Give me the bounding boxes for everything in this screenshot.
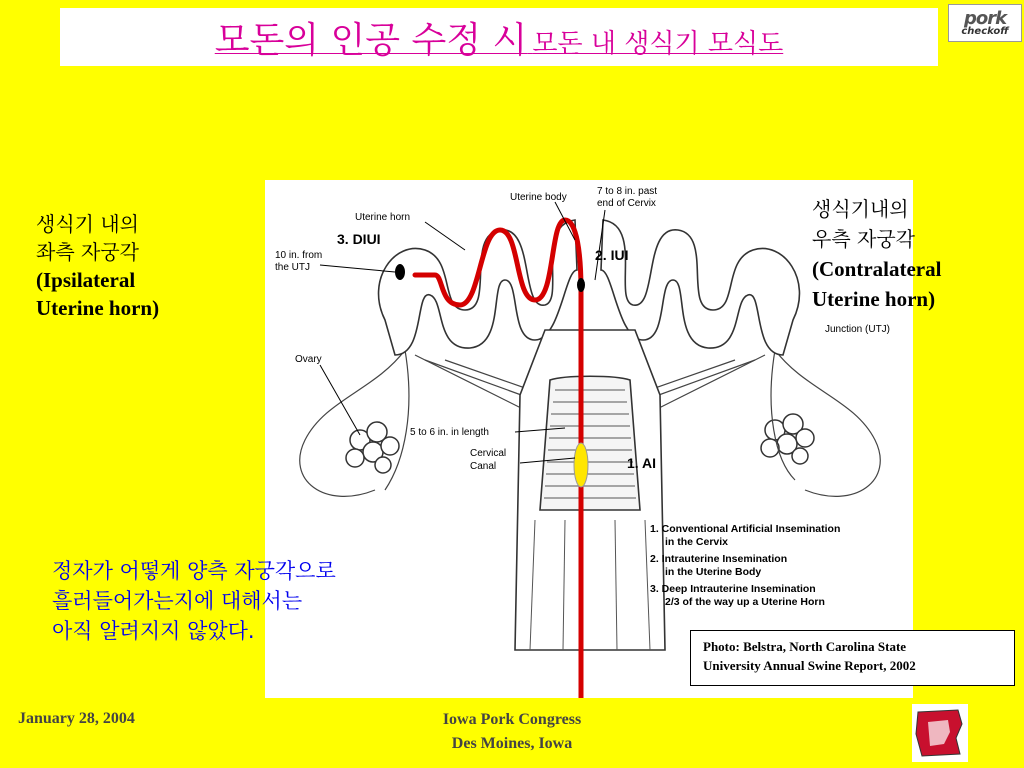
right-note-en-1: (Contralateral — [812, 257, 942, 281]
deposit-iui — [577, 278, 585, 292]
footer-org-2: Des Moines, Iowa — [451, 735, 573, 752]
photo-credit-2: University Annual Swine Report, 2002 — [703, 658, 916, 673]
right-note-ko-2: 우측 자궁각 — [812, 227, 915, 251]
legend-2b: in the Uterine Body — [665, 566, 762, 578]
left-note-en-2: Uterine horn) — [36, 296, 160, 320]
label-iui: 2. IUI — [595, 247, 629, 263]
legend-1a: 1. Conventional Artificial Insemination — [650, 523, 841, 535]
left-note-ko-1: 생식기 내의 — [36, 212, 139, 236]
label-length: 5 to 6 in. in length — [410, 427, 489, 438]
title-main: 모돈의 인공 수정 시 — [214, 19, 528, 61]
right-note-ko-1: 생식기내의 — [812, 197, 909, 221]
legend-3b: 2/3 of the way up a Uterine Horn — [665, 596, 825, 608]
label-cervical-1: Cervical — [470, 448, 507, 459]
label-utj-dist-1: 10 in. from — [275, 250, 323, 261]
blue-note-3: 아직 알려지지 않았다. — [52, 619, 255, 643]
sperm-flow-note — [52, 556, 336, 646]
label-ovary: Ovary — [295, 354, 322, 365]
iowa-logo-icon — [912, 704, 968, 762]
logo-line1: pork — [963, 7, 1007, 29]
right-ovary — [761, 414, 814, 464]
footer-org-1: Iowa Pork Congress — [442, 711, 582, 728]
label-cervical-2: Canal — [470, 461, 497, 472]
slide-title — [215, 12, 783, 63]
legend-3a: 3. Deep Intrauterine Insemination — [650, 583, 816, 595]
label-diui: 3. DIUI — [337, 231, 381, 247]
left-horn-note — [36, 210, 159, 322]
title-sub: 모돈 내 생식기 모식도 — [532, 28, 784, 59]
right-note-en-2: Uterine horn) — [812, 287, 936, 311]
left-note-ko-2: 좌측 자궁각 — [36, 240, 139, 264]
photo-credit-1: Photo: Belstra, North Carolina State — [703, 639, 907, 654]
pork-checkoff-logo — [948, 4, 1022, 42]
deposit-ai — [574, 443, 588, 487]
label-uterine-body: Uterine body — [510, 192, 567, 203]
right-horn-note — [812, 194, 941, 314]
legend-2a: 2. Intrauterine Insemination — [650, 553, 788, 565]
blue-note-1: 정자가 어떻게 양측 자궁각으로 — [52, 559, 336, 583]
blue-note-2: 흘러들어가는지에 대해서는 — [52, 589, 303, 613]
tract-body — [515, 330, 665, 650]
left-ovary — [346, 422, 399, 473]
title-box — [60, 8, 938, 66]
label-past-cervix-1: 7 to 8 in. past — [597, 186, 658, 197]
label-past-cervix-2: end of Cervix — [597, 198, 656, 209]
logo-line2: checkoff — [961, 25, 1009, 37]
legend-1b: in the Cervix — [665, 536, 729, 548]
footer-date: January 28, 2004 — [18, 710, 135, 727]
iowa-state-logo — [912, 704, 968, 762]
footer-org — [400, 708, 624, 756]
label-utj-dist-2: the UTJ — [275, 262, 311, 273]
left-note-en-1: (Ipsilateral — [36, 268, 136, 292]
label-ai: 1. AI — [627, 455, 657, 471]
photo-credit — [690, 630, 1015, 686]
deposit-diui — [395, 264, 405, 280]
label-uterine-horn: Uterine horn — [355, 212, 411, 223]
label-junction-utj: Junction (UTJ) — [825, 324, 891, 335]
